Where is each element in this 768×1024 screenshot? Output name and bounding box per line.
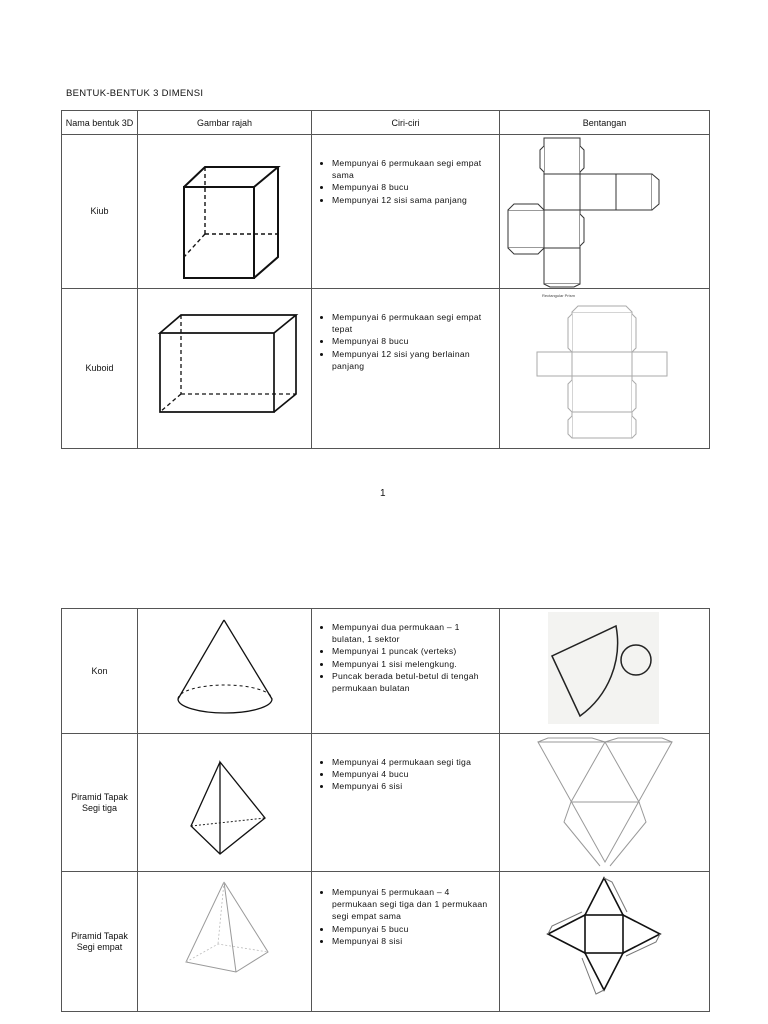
cone-diagram <box>138 610 311 732</box>
square-pyramid-diagram-cell <box>138 872 312 1012</box>
cone-net-cell <box>500 609 710 734</box>
shape-name-triangular-pyramid: Piramid Tapak Segi tiga <box>62 734 138 872</box>
list-item: • Mempunyai 12 sisi yang berlainan panjang <box>332 348 493 372</box>
list-item: • Mempunyai dua permukaan – 1 bulatan, 1 sektor <box>332 621 493 645</box>
header-diagram: Gambar rajah <box>138 111 312 135</box>
triangular-pyramid-diagram <box>138 736 311 870</box>
table-row-cuboid <box>62 289 710 449</box>
cuboid-diagram-cell <box>138 289 312 449</box>
feature-list <box>312 756 499 793</box>
cube-net-diagram <box>500 136 709 288</box>
cube-net-cell <box>500 135 710 289</box>
net-caption: Rectangular Prism <box>542 292 575 298</box>
table-row-cone <box>62 609 710 734</box>
cone-diagram-cell <box>138 609 312 734</box>
table-row-triangular-pyramid <box>62 734 710 872</box>
table-row-cube <box>62 135 710 289</box>
list-item: • Mempunyai 5 bucu <box>332 923 493 935</box>
list-item: • Mempunyai 6 permukaan segi empat tepat <box>332 311 493 335</box>
header-features: Ciri-ciri <box>312 111 500 135</box>
cube-diagram-cell <box>138 135 312 289</box>
page-number: 1 <box>380 488 386 499</box>
cube-diagram <box>138 137 311 287</box>
list-item: • Puncak berada betul-betul di tengah permukaan bulatan <box>332 670 493 694</box>
cuboid-diagram <box>138 291 311 447</box>
list-item: • Mempunyai 1 puncak (verteks) <box>332 645 493 657</box>
table-row-square-pyramid <box>62 872 710 1012</box>
shape-name-square-pyramid: Piramid Tapak Segi empat <box>62 872 138 1012</box>
features-triangular-pyramid <box>312 734 500 872</box>
features-cube <box>312 135 500 289</box>
features-cone <box>312 609 500 734</box>
list-item: • Mempunyai 8 bucu <box>332 181 493 193</box>
cone-net-diagram <box>500 610 709 732</box>
list-item: • Mempunyai 8 sisi <box>332 935 493 947</box>
table-header-row <box>62 111 710 135</box>
triangular-pyramid-net-cell <box>500 734 710 872</box>
list-item: • Mempunyai 1 sisi melengkung. <box>332 658 493 670</box>
feature-list <box>312 157 499 206</box>
cuboid-net-cell <box>500 289 710 449</box>
shapes-table-page-1 <box>61 110 710 449</box>
shapes-table-page-2 <box>61 608 710 1012</box>
cuboid-net-diagram <box>500 290 709 448</box>
shape-name-cube: Kiub <box>62 135 138 289</box>
square-pyramid-diagram <box>138 874 311 1010</box>
features-cuboid <box>312 289 500 449</box>
feature-list <box>312 886 499 947</box>
shape-name-cone: Kon <box>62 609 138 734</box>
feature-list <box>312 621 499 694</box>
list-item: • Mempunyai 5 permukaan – 4 permukaan segi tiga dan 1 permukaan segi empat sama <box>332 886 493 923</box>
list-item: • Mempunyai 4 bucu <box>332 768 493 780</box>
triangular-pyramid-diagram-cell <box>138 734 312 872</box>
square-pyramid-net-diagram <box>500 874 709 1010</box>
list-item: • Mempunyai 4 permukaan segi tiga <box>332 756 493 768</box>
triangular-pyramid-net-diagram <box>500 736 709 870</box>
list-item: • Mempunyai 6 sisi <box>332 780 493 792</box>
square-pyramid-net-cell <box>500 872 710 1012</box>
feature-list <box>312 311 499 372</box>
features-square-pyramid <box>312 872 500 1012</box>
shape-name-cuboid: Kuboid <box>62 289 138 449</box>
header-shape-name: Nama bentuk 3D <box>62 111 138 135</box>
list-item: • Mempunyai 6 permukaan segi empat sama <box>332 157 493 181</box>
header-net: Bentangan <box>500 111 710 135</box>
list-item: • Mempunyai 12 sisi sama panjang <box>332 194 493 206</box>
page-title: BENTUK-BENTUK 3 DIMENSI <box>66 88 204 99</box>
list-item: • Mempunyai 8 bucu <box>332 335 493 347</box>
